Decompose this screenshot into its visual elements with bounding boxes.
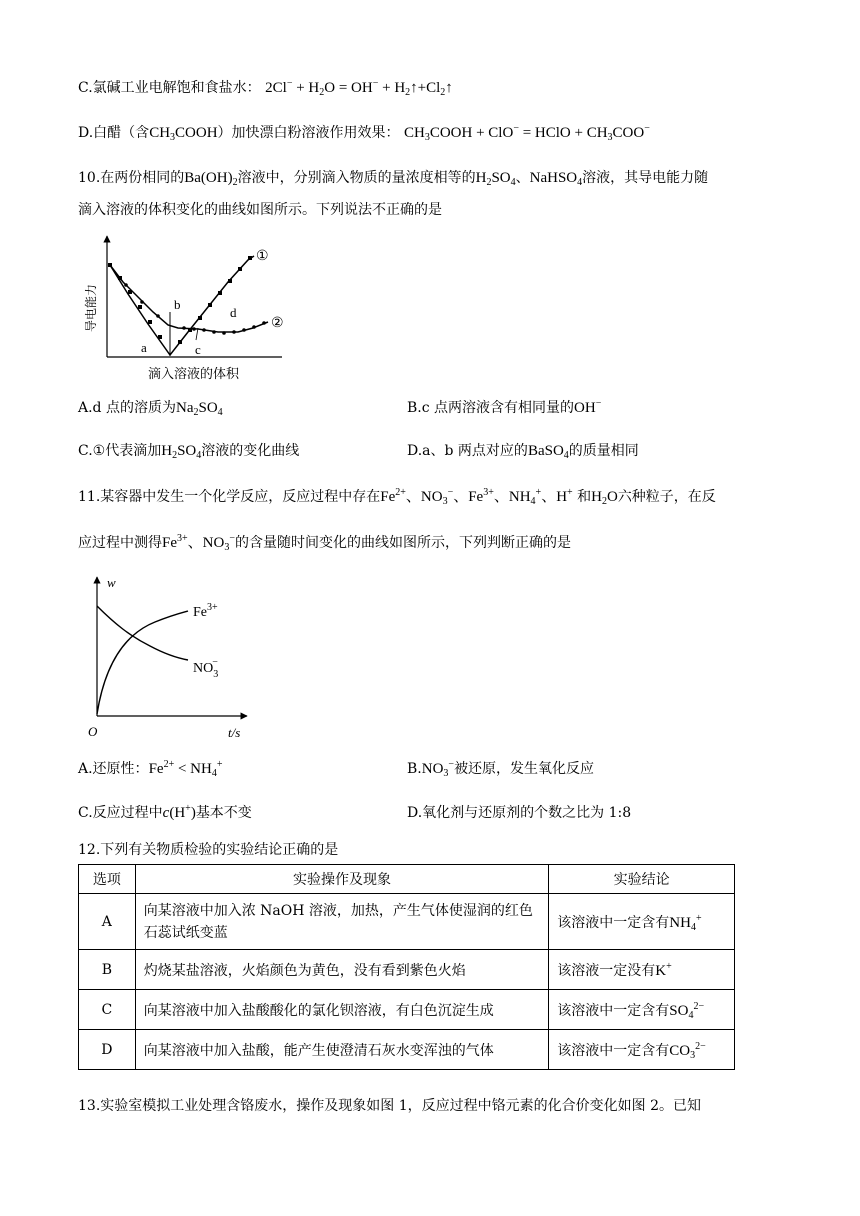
q10-x-label: 滴入溶液的体积 [148, 366, 240, 381]
q10-curve-2 [110, 265, 268, 332]
q11-origin-label: O [88, 724, 98, 739]
row-operation: 向某溶液中加入盐酸，能产生使澄清石灰水变浑浊的气体 [135, 1030, 549, 1070]
header-operation: 实验操作及现象 [135, 865, 549, 894]
q10-label-curve2: ② [271, 316, 284, 331]
q10-stem-line1: 10.在两份相同的$Ba(OH)_2$溶液中，分别滴入物质的量浓度相等的$H_2SO_4$、NaHSO$_4$溶液，其导电能力随 [78, 170, 709, 188]
table-row [79, 1030, 735, 1070]
q10-option-a: A.d 点的溶质为$Na_2SO_4$ [78, 400, 223, 418]
q11-curve-no3 [97, 606, 188, 660]
table-row [79, 950, 735, 990]
q10-curve-2-points [124, 283, 266, 335]
header-option: 选项 [79, 865, 136, 894]
q9-option-d: D.白醋（含$CH_3COOH$）加快漂白粉溶液作用效果： $CH_3COOH + ClO^-$ = HClO + $CH_3COO^-$ [78, 123, 650, 143]
q10-stem-line2: 滴入溶液的体积变化的曲线如图所示。下列说法不正确的是 [78, 202, 442, 218]
table-row [79, 894, 735, 950]
q11-x-label: t/s [228, 725, 241, 740]
q11-option-c: C.反应过程中c(H+)基本不变 [78, 803, 252, 821]
header-conclusion: 实验结论 [549, 865, 735, 894]
row-conclusion: 该溶液一定没有K+ [549, 950, 735, 990]
q10-option-c: C.①代表滴加$H_2SO_4$溶液的变化曲线 [78, 443, 300, 461]
q11-y-label: w [107, 575, 116, 590]
q11-stem-line1: 11.某容器中发生一个化学反应，反应过程中存在$Fe^{2+}$、$NO_3^-$、$Fe^{3+}$、$NH_4^+$、H+ 和$H_2O$六种粒子，在反 [78, 487, 716, 507]
q10-option-b: B.c 点两溶液含有相同量的OH− [407, 398, 602, 416]
table-header-row [79, 865, 735, 894]
table-row [79, 990, 735, 1030]
q11-curve-fe3 [97, 611, 188, 714]
row-option: B [79, 950, 136, 990]
row-option: A [79, 894, 136, 950]
q10-label-d: d [230, 305, 237, 320]
q10-conductivity-chart [78, 232, 288, 382]
row-conclusion: 该溶液中一定含有$NH_4^+$ [549, 894, 735, 950]
row-option: C [79, 990, 136, 1030]
q11-stem-line2: 应过程中测得$Fe^{3+}$、$NO_3^-$的含量随时间变化的曲线如图所示，下列判断正确的是 [78, 533, 571, 553]
row-operation: 向某溶液中加入盐酸酸化的氯化钡溶液，有白色沉淀生成 [135, 990, 549, 1030]
q10-c-pointer [196, 328, 198, 340]
row-operation: 灼烧某盐溶液，火焰颜色为黄色，没有看到紫色火焰 [135, 950, 549, 990]
q12-table [78, 864, 735, 1070]
q10-label-a: a [141, 340, 147, 355]
q10-label-b: b [174, 297, 181, 312]
q11-option-a: A.还原性：$Fe^{2+} < NH_4^+$ [78, 759, 223, 779]
row-option: D [79, 1030, 136, 1070]
q11-content-chart [85, 574, 255, 744]
q10-option-d: D.a、b 两点对应的BaSO$_4$的质量相同 [407, 443, 639, 461]
row-operation: 向某溶液中加入浓 NaOH 溶液，加热，产生气体使湿润的红色石蕊试纸变蓝 [135, 894, 549, 950]
row-conclusion: 该溶液中一定含有$CO_3^{2-}$ [549, 1030, 735, 1070]
q10-y-label: 导电能力 [84, 283, 98, 332]
q11-label-no3: $NO_3-$ [193, 657, 219, 680]
q13-stem-line1: 13.实验室模拟工业处理含铬废水，操作及现象如图 1，反应过程中铬元素的化合价变化如图 2。已知 [78, 1098, 701, 1114]
q12-title: 12.下列有关物质检验的实验结论正确的是 [78, 842, 339, 858]
q11-label-fe3: $Fe^{3+}$ [193, 602, 218, 620]
row-conclusion: 该溶液中一定含有$SO_4^{2-}$ [549, 990, 735, 1030]
q9-option-c: C.氯碱工业电解饱和食盐水： $2Cl^- + H_2O = OH^-$ + $H_2↑+Cl_2↑$ [78, 78, 453, 98]
q11-option-b: $B.NO_3^-$被还原，发生氧化反应 [407, 759, 595, 779]
q10-label-c: c [195, 342, 201, 357]
q10-label-curve1: ① [256, 249, 269, 264]
q11-option-d: D.氧化剂与还原剂的个数之比为 1:8 [407, 805, 632, 821]
